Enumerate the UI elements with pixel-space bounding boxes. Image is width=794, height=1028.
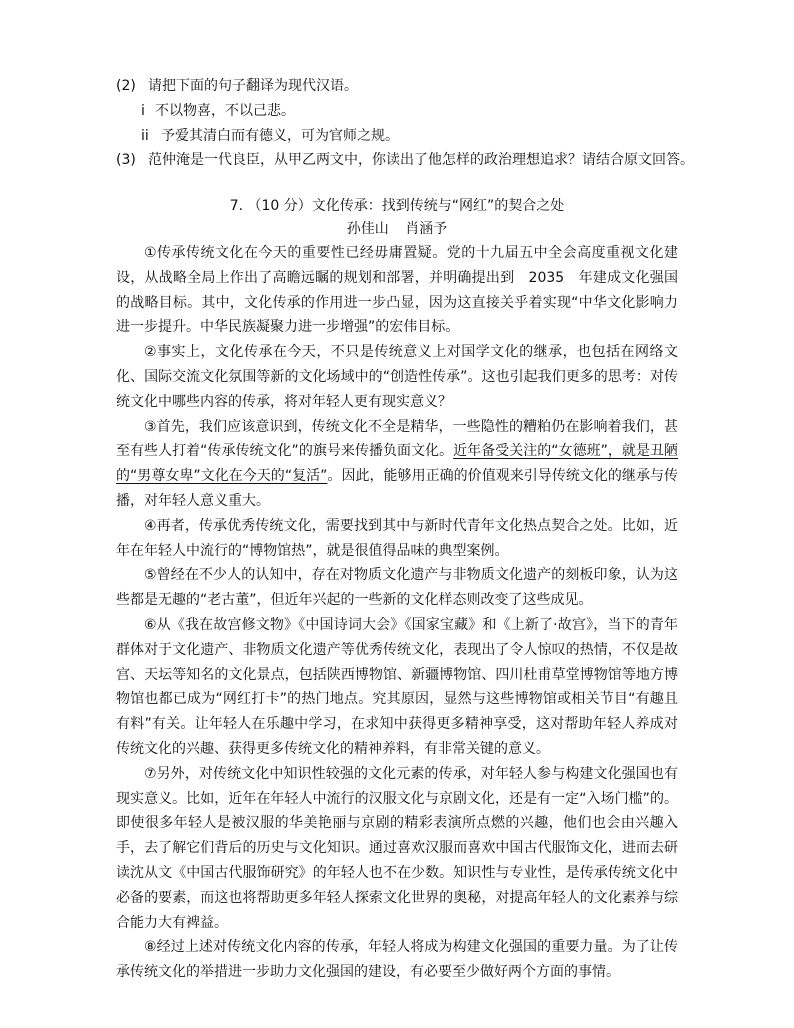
item-text: 予爱其清白而有德义，可为官师之规。 (161, 128, 399, 144)
article-title: 7. （10 分）文化传承：找到传统与“网红”的契合之处 (229, 198, 565, 214)
item-number: i (141, 103, 145, 119)
question-text: 范仲淹是一代良臣，从甲乙两文中，你读出了他怎样的政治理想追求？请结合原文回答。 (148, 152, 694, 168)
question-text: 请把下面的句子翻译为现代汉语。 (148, 78, 358, 94)
question-number: (3) (116, 152, 136, 168)
paragraph-6: ⑥从《我在故宫修文物》《中国诗词大会》《国家宝藏》和《上新了·故宫》，当下的青年群体对于文化遗产、非物质文化遗产等优秀传统文化，表现出了令人惊叹的热情，不仅是故宫、天坛等知名的文化景点，包括陕西博物馆、新疆博物馆、四川杜甫草堂博物馆等地方博物馆也都已成为“网红打卡”的热门地点。究其原因，显然与这些博物馆或相关节目“有趣且有料”有关。让年轻人在乐趣中学习，在求知中获得更多精神享受，这对帮助年轻人养成对传统文化的兴趣、获得更多传统文化的精神养料，有非常关键的意义。 (116, 616, 678, 757)
paragraph-4: ④再者，传承优秀传统文化，需要找到其中与新时代青年文化热点契合之处。比如，近年在年轻人中流行的“博物馆热”，就是很值得品味的典型案例。 (116, 517, 678, 559)
article-authors (0, 219, 794, 239)
question-2-item-ii (141, 126, 399, 146)
question-number: (2) (116, 78, 136, 94)
item-text: 不以物喜，不以己悲。 (155, 103, 295, 119)
paragraph-8: ⑧经过上述对传统文化内容的传承，年轻人将成为构建文化强国的重要力量。为了让传承传统文化的举措进一步助力文化强国的建设，有必要至少做好两个方面的事情。 (116, 939, 678, 981)
item-number: ii (141, 128, 149, 144)
author-name: 孙佳山 (346, 221, 389, 237)
question-3 (116, 150, 694, 170)
question-2-item-i (141, 101, 295, 121)
article-body (116, 241, 678, 985)
underlined-sentence: 近年备受关注的“女德班”，就是丑陋的“男尊女卑”文化在今天的“复活” (116, 443, 678, 485)
question-2 (116, 76, 358, 96)
paragraph-3 (116, 415, 678, 514)
paragraph-7: ⑦另外，对传统文化中知识性较强的文化元素的传承，对年轻人参与构建文化强国也有现实意义。比如，近年在年轻人中流行的汉服文化与京剧文化，还是有一定“入场门槛”的。即使很多年轻人是被汉服的华美艳丽与京剧的精彩表演所点燃的兴趣，他们也会由兴趣入手，去了解它们背后的历史与文化知识。通过喜欢汉服而喜欢中国古代服饰文化，进而去研读沈从文《中国古代服饰研究》的年轻人也不在少数。知识性与专业性，是传承传统文化中必备的要素，而这也将帮助更多年轻人探索文化世界的奥秘，对提高年轻人的文化素养与综合能力大有裨益。 (116, 765, 678, 931)
paragraph-5: ⑤曾经在不少人的认知中，存在对物质文化遗产与非物质文化遗产的刻板印象，认为这些都是无趣的“老古董”，但近年兴起的一些新的文化样态则改变了这些成见。 (116, 567, 678, 609)
author-name: 肖涵予 (405, 221, 448, 237)
paragraph-2: ②事实上，文化传承在今天，不只是传统意义上对国学文化的继承，也包括在网络文化、国际交流文化氛围等新的文化场域中的“创造性传承”。这也引起我们更多的思考：对传统文化中哪些内容的传承，将对年轻人更有现实意义？ (116, 344, 678, 410)
paragraph-3-text-b: 。因此，能够用正确的价值观来引导传统文化的继承与传播，对年轻人意义重大。 (116, 468, 679, 509)
paragraph-3-text-a: ③首先，我们应该意识到，传统文化不全是精华，一些隐性的糟粕仍在影响着我们，甚至有些人打着“传承传统文化”的旗号来传播负面文化。 (116, 418, 678, 460)
paragraph-1: ①传承传统文化在今天的重要性已经毋庸置疑。党的十九届五中全会高度重视文化建设，从战略全局上作出了高瞻远瞩的规划和部署，并明确提出到 2035 年建成文化强国的战略目标。其中，文化传承的作用进一步凸显，因为这直接关乎着实现“中华文化影响力进一步提升。中华民族凝聚力进一步增强”的宏伟目标。 (116, 245, 678, 336)
